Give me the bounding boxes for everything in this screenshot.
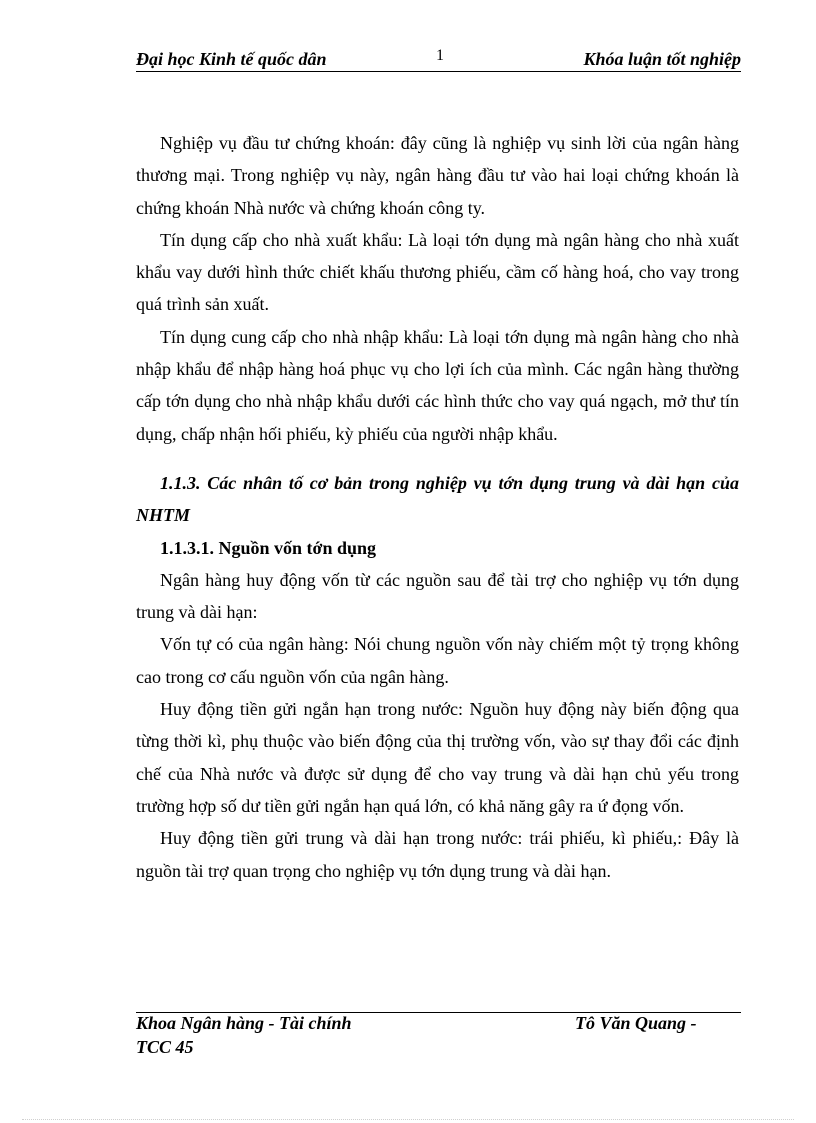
- header-thesis-label: Khóa luận tốt nghiệp: [583, 49, 741, 69]
- header-divider: [136, 71, 741, 72]
- page-number: 1: [436, 47, 444, 64]
- paragraph: Tín dụng cấp cho nhà xuất khẩu: Là loại tớn dụng mà ngân hàng cho nhà xuất khẩu vay dưới hình thức chiết khấu thương phiếu, cầm cố hàng hoá, cho vay trong quá trình sản xuất.: [136, 229, 739, 315]
- footer-faculty: Khoa Ngân hàng - Tài chính: [136, 1013, 352, 1033]
- section-heading: 1.1.3. Các nhân tố cơ bản trong nghiệp vụ tớn dụng trung và dài hạn của NHTM: [136, 472, 739, 526]
- subsection-heading: 1.1.3.1. Nguồn vốn tớn dụng: [160, 537, 377, 558]
- footer-class: TCC 45: [136, 1037, 194, 1057]
- paragraph: Tín dụng cung cấp cho nhà nhập khẩu: Là loại tớn dụng mà ngân hàng cho nhà nhập khẩu để nhập hàng hoá phục vụ cho lợi ích của mình. Các ngân hàng thường cấp tớn dụng cho nhà nhập khẩu dưới các hình thức cho vay quá ngạch, mở thư tín dụng, chấp nhận hối phiếu, kỳ phiếu của người nhập khẩu.: [136, 326, 739, 444]
- page-edge-divider: [22, 1119, 794, 1120]
- footer-author: Tô Văn Quang -: [575, 1013, 697, 1033]
- paragraph: Ngân hàng huy động vốn từ các nguồn sau để tài trợ cho nghiệp vụ tớn dụng trung và dài hạn:: [136, 569, 739, 623]
- paragraph: Huy động tiền gửi ngắn hạn trong nước: Nguồn huy động này biến động qua từng thời kì, phụ thuộc vào biến động của thị trường vốn, vào sự thay đổi các định chế của Nhà nước và được sử dụng để cho vay trung và dài hạn chủ yếu trong trường hợp số dư tiền gửi ngắn hạn quá lớn, có khả năng gây ra ứ đọng vốn.: [136, 699, 739, 816]
- header-university: Đại học Kinh tế quốc dân: [136, 49, 327, 69]
- page-header: [136, 49, 741, 71]
- paragraph: Nghiệp vụ đầu tư chứng khoán: đây cũng là nghiệp vụ sinh lời của ngân hàng thương mại. Trong nghiệp vụ này, ngân hàng đầu tư vào hai loại chứng khoán là chứng khoán Nhà nước và chứng khoán công ty.: [136, 133, 739, 218]
- paragraph: Vốn tự có của ngân hàng: Nói chung nguồn vốn này chiếm một tỷ trọng không cao trong cơ cấu nguồn vốn của ngân hàng.: [136, 634, 739, 687]
- paragraph: Huy động tiền gửi trung và dài hạn trong nước: trái phiếu, kì phiếu,: Đây là nguồn tài trợ quan trọng cho nghiệp vụ tớn dụng trung và dài hạn.: [136, 828, 739, 881]
- document-body: [136, 127, 739, 887]
